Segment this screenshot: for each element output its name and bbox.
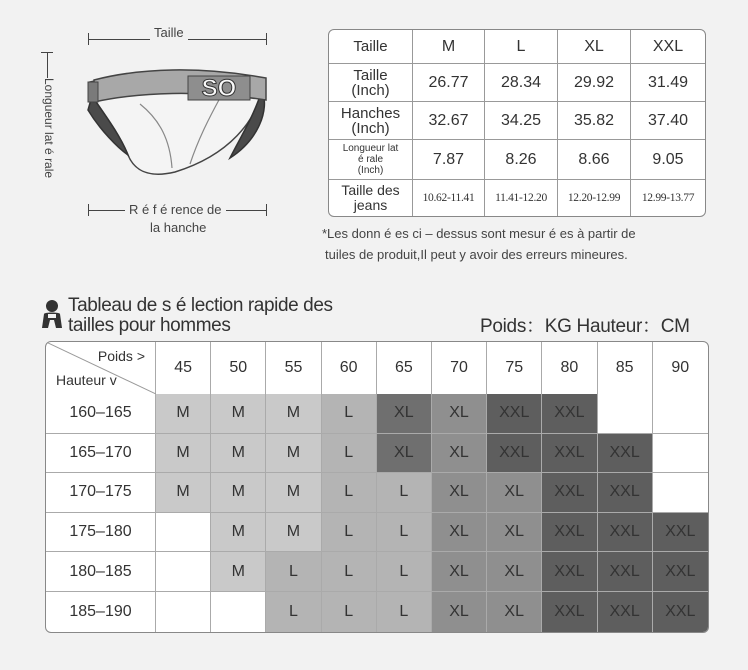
quick-table-row bbox=[46, 473, 708, 513]
size-recommendation-cell: XXL bbox=[598, 552, 653, 592]
size-recommendation-cell bbox=[653, 434, 708, 474]
height-range-label: 165–170 bbox=[46, 434, 156, 474]
size-cell: 12.20-12.99 bbox=[558, 180, 631, 216]
size-recommendation-cell: XL bbox=[432, 434, 487, 474]
size-recommendation-cell: XXL bbox=[598, 434, 653, 474]
size-recommendation-cell: L bbox=[266, 552, 321, 592]
size-cell: 32.67 bbox=[413, 102, 485, 140]
quick-selection-table bbox=[45, 341, 709, 633]
size-recommendation-cell: XXL bbox=[598, 473, 653, 513]
quick-table-row bbox=[46, 434, 708, 474]
size-recommendation-cell: M bbox=[156, 473, 211, 513]
size-recommendation-cell: M bbox=[156, 434, 211, 474]
size-recommendation-cell: M bbox=[211, 552, 266, 592]
size-recommendation-cell: L bbox=[377, 592, 432, 632]
size-cell: 37.40 bbox=[631, 102, 705, 140]
size-header-xl: XL bbox=[558, 30, 631, 64]
size-cell: 31.49 bbox=[631, 64, 705, 102]
size-row-label: Taille des jeans bbox=[329, 180, 413, 216]
size-recommendation-cell: M bbox=[266, 513, 321, 553]
width-tick-left bbox=[88, 33, 89, 45]
size-recommendation-cell: XL bbox=[432, 592, 487, 632]
size-recommendation-cell: L bbox=[377, 513, 432, 553]
size-recommendation-cell: L bbox=[322, 513, 377, 553]
height-range-label: 180–185 bbox=[46, 552, 156, 592]
size-recommendation-cell: M bbox=[266, 473, 321, 513]
corner-height-label: Hauteur v bbox=[56, 372, 117, 388]
size-header-l: L bbox=[485, 30, 558, 64]
weight-header: 60 bbox=[322, 342, 377, 394]
size-recommendation-cell: XL bbox=[487, 592, 542, 632]
size-cell: 11.41-12.20 bbox=[485, 180, 558, 216]
note-line2: tuiles de produit,Il peut y avoir des erreurs mineures. bbox=[325, 247, 628, 262]
size-cell: 9.05 bbox=[631, 140, 705, 180]
size-recommendation-cell: L bbox=[322, 473, 377, 513]
size-recommendation-cell: L bbox=[377, 473, 432, 513]
size-cell: 29.92 bbox=[558, 64, 631, 102]
side-label-text: Longueur lat é rale bbox=[42, 78, 56, 179]
weight-header: 55 bbox=[266, 342, 321, 394]
size-row-label: Hanches (Inch) bbox=[329, 102, 413, 140]
size-recommendation-cell: XL bbox=[377, 434, 432, 474]
size-recommendation-cell: M bbox=[266, 434, 321, 474]
size-cell: 8.66 bbox=[558, 140, 631, 180]
size-recommendation-cell bbox=[156, 513, 211, 553]
quick-header-row bbox=[46, 342, 708, 394]
size-recommendation-cell: XXL bbox=[542, 394, 597, 434]
quick-table-row bbox=[46, 394, 708, 434]
size-recommendation-cell: XXL bbox=[542, 552, 597, 592]
size-recommendation-cell bbox=[653, 394, 708, 434]
size-recommendation-cell: XL bbox=[432, 513, 487, 553]
size-recommendation-cell: XL bbox=[377, 394, 432, 434]
size-recommendation-cell bbox=[156, 592, 211, 632]
weight-header: 80 bbox=[542, 342, 597, 394]
size-recommendation-cell bbox=[598, 394, 653, 434]
size-recommendation-cell: XXL bbox=[542, 473, 597, 513]
size-recommendation-cell: XL bbox=[487, 473, 542, 513]
weight-header: 70 bbox=[432, 342, 487, 394]
measurement-note bbox=[322, 223, 732, 265]
side-tick-top bbox=[41, 52, 53, 53]
hip-label-line1: R é f é rence de bbox=[125, 202, 226, 217]
side-label bbox=[26, 78, 56, 190]
size-row-label: Longueur lat é rale (Inch) bbox=[329, 140, 413, 180]
size-cell: 7.87 bbox=[413, 140, 485, 180]
size-recommendation-cell: M bbox=[211, 434, 266, 474]
weight-header: 65 bbox=[377, 342, 432, 394]
size-cell: 10.62-11.41 bbox=[413, 180, 485, 216]
units-label: Poids：KG Hauteur：CM bbox=[480, 316, 690, 337]
size-recommendation-cell: M bbox=[266, 394, 321, 434]
size-recommendation-cell: M bbox=[211, 473, 266, 513]
size-recommendation-cell: XXL bbox=[542, 434, 597, 474]
size-recommendation-cell: XXL bbox=[653, 552, 708, 592]
corner-cell bbox=[46, 342, 156, 394]
size-recommendation-cell: XL bbox=[432, 473, 487, 513]
size-chart-row bbox=[329, 102, 705, 140]
size-recommendation-cell: XXL bbox=[598, 513, 653, 553]
size-recommendation-cell: XXL bbox=[653, 592, 708, 632]
size-cell: 28.34 bbox=[485, 64, 558, 102]
size-cell: 34.25 bbox=[485, 102, 558, 140]
weight-header: 50 bbox=[211, 342, 266, 394]
corner-weight-label: Poids > bbox=[97, 348, 145, 364]
size-chart-row bbox=[329, 180, 705, 216]
size-recommendation-cell: XXL bbox=[542, 592, 597, 632]
hip-tick-left bbox=[88, 204, 89, 216]
weight-header: 45 bbox=[156, 342, 211, 394]
size-recommendation-cell: L bbox=[322, 434, 377, 474]
size-header-taille: Taille bbox=[329, 30, 413, 64]
size-cell: 26.77 bbox=[413, 64, 485, 102]
size-recommendation-cell: XXL bbox=[487, 434, 542, 474]
size-recommendation-cell: XL bbox=[432, 394, 487, 434]
width-label: Taille bbox=[150, 25, 188, 40]
hip-label-line2: la hanche bbox=[150, 220, 207, 235]
size-recommendation-cell: XL bbox=[487, 552, 542, 592]
size-cell: 12.99-13.77 bbox=[641, 192, 695, 204]
size-chart-row bbox=[329, 64, 705, 102]
size-recommendation-cell: L bbox=[266, 592, 321, 632]
size-recommendation-cell: L bbox=[377, 552, 432, 592]
size-recommendation-cell bbox=[653, 473, 708, 513]
briefs-illustration bbox=[80, 60, 280, 195]
quick-table-row bbox=[46, 513, 708, 553]
size-recommendation-cell: L bbox=[322, 552, 377, 592]
size-header-m: M bbox=[413, 30, 485, 64]
size-chart-table bbox=[328, 29, 706, 217]
size-recommendation-cell: XL bbox=[432, 552, 487, 592]
weight-header: 90 bbox=[671, 359, 690, 376]
note-line1: *Les donn é es ci – dessus sont mesur é es à partir de bbox=[322, 226, 636, 241]
size-recommendation-cell: M bbox=[211, 513, 266, 553]
quick-table-title bbox=[68, 296, 333, 336]
weight-header: 75 bbox=[487, 342, 542, 394]
height-range-label: 160–165 bbox=[46, 394, 156, 434]
hip-tick-right bbox=[266, 204, 267, 216]
height-range-label: 185–190 bbox=[46, 592, 156, 632]
height-range-label: 170–175 bbox=[46, 473, 156, 513]
size-recommendation-cell: XL bbox=[487, 513, 542, 553]
person-icon bbox=[40, 298, 66, 334]
quick-table-row bbox=[46, 552, 708, 592]
size-recommendation-cell: XXL bbox=[598, 592, 653, 632]
size-recommendation-cell: L bbox=[322, 592, 377, 632]
size-cell: 8.26 bbox=[485, 140, 558, 180]
weight-header: 85 bbox=[598, 342, 653, 394]
size-recommendation-cell: M bbox=[156, 394, 211, 434]
size-recommendation-cell: M bbox=[211, 394, 266, 434]
quick-table-row bbox=[46, 592, 708, 632]
size-row-label: Taille (Inch) bbox=[329, 64, 413, 102]
size-recommendation-cell bbox=[211, 592, 266, 632]
size-recommendation-cell: XXL bbox=[653, 513, 708, 553]
width-tick-right bbox=[266, 33, 267, 45]
logo-text: SO bbox=[201, 75, 237, 102]
size-chart-row bbox=[329, 140, 705, 180]
size-recommendation-cell: XXL bbox=[487, 394, 542, 434]
quick-title-line1: Tableau de s é lection rapide des bbox=[68, 295, 333, 316]
size-recommendation-cell: XXL bbox=[542, 513, 597, 553]
size-cell: 35.82 bbox=[558, 102, 631, 140]
size-recommendation-cell: L bbox=[322, 394, 377, 434]
height-range-label: 175–180 bbox=[46, 513, 156, 553]
size-header-xxl: XXL bbox=[631, 30, 705, 64]
size-recommendation-cell bbox=[156, 552, 211, 592]
size-chart-header-row bbox=[329, 30, 705, 64]
quick-title-line2: tailles pour hommes bbox=[68, 315, 231, 336]
